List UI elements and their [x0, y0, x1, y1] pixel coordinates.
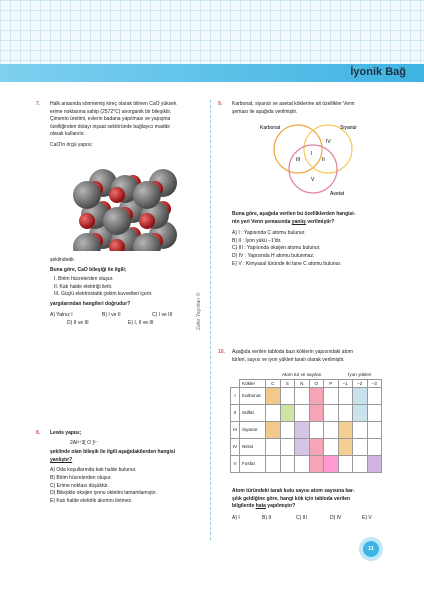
q7-item-2: II. Katı halde elektriği iletir.: [54, 283, 113, 290]
q9-option-d[interactable]: D) IV : Yapısında H atomu bulunmaz.: [232, 252, 315, 259]
q7-intro-4: özelliğinden dolayı inşaat sektöründe bağlayıcı madde: [50, 123, 171, 130]
q9-stem-2: nin yeri Venn şemasında yanlış verilmiştir?: [232, 218, 335, 225]
header-grid: [0, 0, 424, 72]
q7-after: şeklindedir.: [50, 257, 76, 263]
q7-option-d[interactable]: D) II ve III: [67, 319, 89, 326]
q9-stem-1: Buna göre, aşağıda verilen bu özelliklerden hangisi-: [232, 211, 356, 217]
q10-intro-2: türleri, sayısı ve iyon yükleri taralı olarak verilmiştir.: [232, 356, 345, 363]
q7-item-1: I. Birim hücrelerden oluşur.: [54, 276, 114, 283]
venn-region-v: V: [311, 177, 315, 183]
col-roots: Kökler: [240, 379, 266, 387]
q8-option-d[interactable]: D) Bileşikte oksijen iyonu oktetini tamamlamıştır.: [50, 490, 157, 497]
col-minus1: −1: [338, 379, 353, 387]
venn-label-asetat: Asetat: [330, 191, 345, 197]
question-10: [218, 349, 407, 364]
group-charges-header: İyon yükleri: [348, 372, 372, 378]
venn-label-siyanur: Siyanür: [340, 125, 357, 131]
side-label: Zafer Yayınları ©: [196, 292, 202, 330]
question-10-part-2: [232, 488, 407, 523]
question-number: 7.: [36, 101, 41, 107]
q10-option-b[interactable]: B) II: [262, 514, 272, 521]
page-number-badge: [359, 537, 383, 561]
roots-table-wrap: [230, 371, 382, 473]
q8-option-a[interactable]: A) Oda koşullarında katı halde bulunur.: [50, 467, 137, 474]
question-9: [218, 101, 402, 116]
q7-item-3: III. Güçlü elektrostatik çekim kuvvetleri içerir.: [54, 291, 153, 298]
col-minus2: −2: [353, 379, 368, 387]
q7-intro-3: Çimento üretimi, evlerin badana yapılması ve yapışma: [50, 116, 171, 123]
question-7-part-2: [50, 257, 205, 328]
q8-option-c[interactable]: C) Erime noktası düşüktür.: [50, 482, 109, 489]
q8-stem-1: şeklinde olan bileşik ile ilgili aşağıdakilerden hangisi: [50, 449, 176, 456]
q10-intro-1: Aşağıda verilen tabloda bazı köklerin yapısındaki atom: [232, 349, 353, 355]
q7-option-a[interactable]: A) Yalnız I: [50, 311, 73, 318]
q10-stem-1: Atom türündeki taralı kutu sayısı atom sayısına kar-: [232, 488, 355, 494]
question-7: [36, 101, 205, 150]
q9-option-c[interactable]: C) III : Yapısında oksijen atomu bulunur.: [232, 245, 321, 252]
q8-formula: 2Al³⁺3[ O ]²⁻: [70, 439, 99, 446]
question-number: 9.: [218, 101, 223, 107]
col-minus3: −3: [367, 379, 382, 387]
table-row: III Siyanür: [231, 421, 382, 438]
q7-intro-5: olarak kullanılır.: [50, 131, 85, 138]
col-c: C: [266, 379, 281, 387]
q8-stem-2: yanlıştır?: [50, 456, 73, 463]
q9-intro-1: Karbonat, siyanür ve asetat köklerine ait özellikler Venn: [232, 101, 355, 107]
question-number: 10.: [218, 349, 225, 355]
venn-region-ii: II: [322, 157, 325, 163]
question-8: [36, 430, 205, 505]
table-row: V Fosfat: [231, 455, 382, 472]
venn-diagram: [258, 121, 370, 197]
table-row: II Sülfat: [231, 404, 382, 421]
q9-intro-2: şeması ile aşağıda verilmiştir.: [232, 108, 298, 115]
page-number: 11: [363, 541, 379, 557]
venn-region-iv: IV: [326, 139, 331, 145]
col-o: O: [309, 379, 324, 387]
q7-ask: yargılarından hangileri doğrudur?: [50, 300, 131, 307]
q9-option-a[interactable]: A) I : Yapısında C atomu bulunur.: [232, 230, 306, 237]
q9-option-b[interactable]: B) II : İyon yükü −1'dir.: [232, 237, 282, 244]
venn-region-iii: III: [296, 157, 301, 163]
roots-table: [230, 371, 382, 473]
q10-option-c[interactable]: C) III: [296, 514, 307, 521]
table-row: I Karbonat: [231, 387, 382, 404]
header-band: [0, 64, 424, 82]
q7-lattice-label: CaO'in örgü yapısı;: [50, 141, 93, 148]
group-atoms-header: Atom tür ve sayıları: [281, 372, 322, 378]
venn-label-karbonat: Karbonat: [260, 125, 281, 131]
page-title: İyonik Bağ: [350, 66, 406, 78]
q7-option-b[interactable]: B) I ve II: [102, 311, 121, 318]
q10-option-d[interactable]: D) IV: [330, 514, 342, 521]
col-s: S: [280, 379, 295, 387]
q10-stem-3: bilgilerde hata yapılmıştır?: [232, 503, 296, 510]
q7-intro-2: erime noktasına sahip (2572°C) anorganik bir bileşiktir.: [50, 108, 172, 115]
col-n: N: [295, 379, 310, 387]
q8-option-b[interactable]: B) Birim hücrelerden oluşur.: [50, 474, 112, 481]
q10-stem-2: şılık geldiğine göre, hangi kök için tabloda verilen: [232, 495, 351, 502]
table-row: IV Nitrat: [231, 438, 382, 455]
q8-title: Lewis yapısı;: [50, 430, 82, 436]
q7-intro-1: Halk arasında sönmemiş kireç olarak bilinen CaO yüksek: [50, 101, 177, 107]
question-9-part-2: [232, 211, 402, 268]
venn-region-i: I: [311, 151, 313, 157]
q9-option-e[interactable]: E) V : Kimyasal türünde iki tane C atomu bulunur.: [232, 260, 342, 267]
cao-crystal-lattice: [65, 163, 181, 251]
q7-option-c[interactable]: C) I ve III: [152, 311, 173, 318]
q8-option-e[interactable]: E) Katı halde elektrik akımını iletmez.: [50, 497, 133, 504]
col-p: P: [324, 379, 339, 387]
q10-option-a[interactable]: A) I: [232, 514, 240, 521]
q10-option-e[interactable]: E) V: [362, 514, 372, 521]
q7-stem: Buna göre, CaO bileşiği ile ilgili;: [50, 266, 127, 273]
question-number: 8.: [36, 430, 41, 436]
q7-option-e[interactable]: E) I, II ve III: [128, 319, 154, 326]
